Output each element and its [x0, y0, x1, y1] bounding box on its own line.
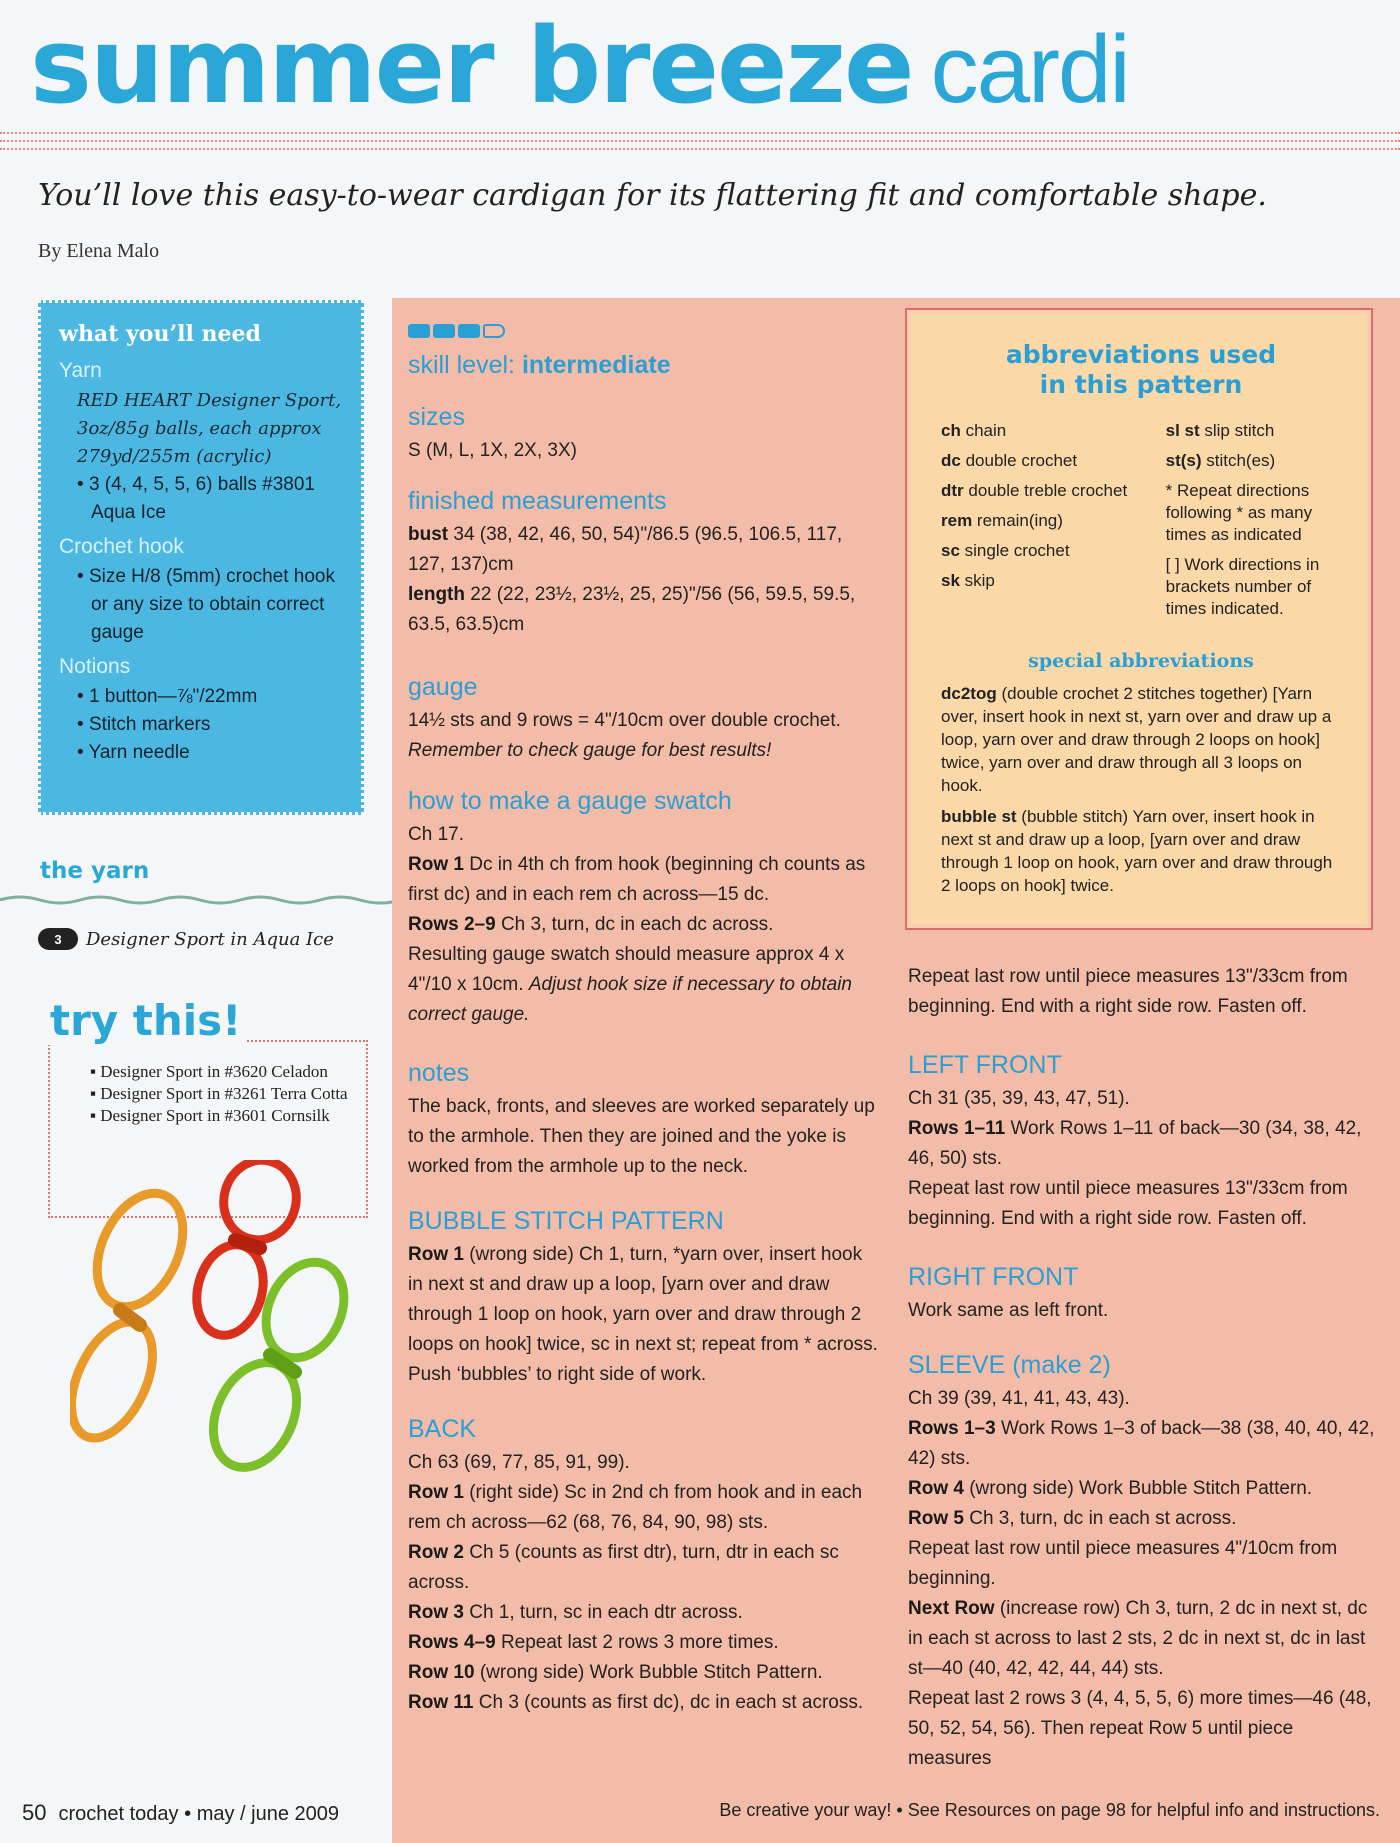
abbr-item: dtr double treble crochet	[941, 481, 1128, 500]
yarn-desc-2: 3oz/85g balls, each approx	[77, 418, 322, 439]
yarn-label: Yarn	[59, 359, 102, 382]
title-divider-3	[0, 148, 1400, 150]
bubble-heading: BUBBLE STITCH PATTERN	[408, 1207, 724, 1235]
back-row: Row 3 Ch 1, turn, sc in each dtr across.	[408, 1602, 743, 1623]
swatch-rows-2-9: Rows 2–9 Ch 3, turn, dc in each dc across.	[408, 914, 774, 935]
gauge-heading: gauge	[408, 673, 478, 701]
abbr-item: rem remain(ing)	[941, 511, 1063, 530]
bubble-st-definition: bubble st (bubble stitch) Yarn over, insert hook in next st and draw up a loop, [yarn over and draw through 1 loop on hook, yarn over and draw through 2 loops on hook] twice.	[941, 807, 1333, 895]
notion-item: • 1 button—⅞"/22mm	[77, 686, 258, 707]
yarn-desc-3: 279yd/255m (acrylic)	[77, 446, 272, 467]
bust-line: bust 34 (38, 42, 46, 50, 54)"/86.5 (96.5, 106.5, 117, 127, 137)cm	[408, 524, 843, 575]
special-abbreviations-heading: special abbreviations	[1028, 650, 1254, 672]
back-row: Row 2 Ch 5 (counts as first dtr), turn, dtr in each sc across.	[408, 1542, 839, 1593]
title-main: summer breeze	[30, 5, 913, 127]
sleeve-row-5: Row 5 Ch 3, turn, dc in each st across.	[908, 1508, 1237, 1529]
swatch-heading: how to make a gauge swatch	[408, 787, 732, 815]
back-row: Row 1 (right side) Sc in 2nd ch from hook and in each rem ch across—62 (68, 76, 84, 90, 98) sts.	[408, 1482, 863, 1533]
left-front-rows: Rows 1–11 Work Rows 1–11 of back—30 (34, 38, 42, 46, 50) sts.	[908, 1118, 1362, 1169]
notes-text: The back, fronts, and sleeves are worked separately up to the armhole. Then they are joined and the yoke is worked from the armhole up to the neck.	[408, 1096, 875, 1177]
materials-box	[38, 300, 364, 815]
gauge-note: Remember to check gauge for best results!	[408, 740, 772, 761]
back-heading: BACK	[408, 1415, 477, 1443]
sleeve-final: Repeat last 2 rows 3 (4, 4, 5, 5, 6) more times—46 (48, 50, 52, 54, 56). Then repeat Row 5 until piece measures	[908, 1688, 1372, 1769]
yarn-name: Designer Sport in Aqua Ice	[86, 928, 334, 950]
pattern-column-1	[408, 310, 878, 1718]
notes-heading: notes	[408, 1059, 470, 1087]
abbr-item: * Repeat directions following * as many times as indicated	[1165, 481, 1313, 544]
notion-item: • Stitch markers	[77, 714, 211, 735]
swatch-result: Resulting gauge swatch should measure approx 4 x 4"/10 x 10cm. Adjust hook size if necessary to obtain correct gauge.	[408, 944, 852, 1025]
the-yarn-heading: the yarn	[40, 858, 150, 884]
right-front-heading: RIGHT FRONT	[908, 1263, 1079, 1291]
footer-left: 50 crochet today • may / june 2009	[22, 1800, 340, 1825]
abbr-item: sc single crochet	[941, 541, 1070, 560]
yarn-qty: • 3 (4, 4, 5, 5, 6) balls #3801 Aqua Ice	[77, 474, 315, 523]
gauge-text: 14½ sts and 9 rows = 4"/10cm over double crochet.	[408, 710, 841, 731]
length-line: length 22 (22, 23½, 23½, 25, 25)"/56 (56, 59.5, 59.5, 63.5, 63.5)cm	[408, 584, 856, 635]
issue-date: may / june 2009	[196, 1803, 340, 1825]
abbreviations-box	[905, 308, 1373, 930]
sleeve-rows-1-3: Rows 1–3 Work Rows 1–3 of back—38 (38, 40, 40, 42, 42) sts.	[908, 1418, 1375, 1469]
sizes-text: S (M, L, 1X, 2X, 3X)	[408, 440, 577, 461]
yarn-weight-icon: 3	[38, 928, 78, 950]
list-item: ▪ Designer Sport in #3620 Celadon	[90, 1062, 328, 1081]
left-front-ch: Ch 31 (35, 39, 43, 47, 51).	[908, 1088, 1130, 1109]
abbr-item: sk skip	[941, 571, 995, 590]
orange-skein-icon	[70, 1180, 200, 1451]
title-divider-2	[0, 140, 1400, 142]
green-skein-icon	[197, 1249, 358, 1480]
sleeve-next-row: Next Row (increase row) Ch 3, turn, 2 dc in next st, dc in each st across to last 2 sts, 2 dc in next st, dc in last st—40 (40, 42, 42, 44, 44) sts.	[908, 1598, 1368, 1679]
page-number: 50	[22, 1800, 47, 1825]
yarn-desc-1: RED HEART Designer Sport,	[77, 390, 342, 411]
swatch-ch: Ch 17.	[408, 824, 464, 845]
sleeve-heading: SLEEVE (make 2)	[908, 1351, 1111, 1379]
red-skein-icon	[187, 1160, 305, 1343]
sleeve-repeat: Repeat last row until piece measures 4"/10cm from beginning.	[908, 1538, 1338, 1589]
back-row: Rows 4–9 Repeat last 2 rows 3 more times.	[408, 1632, 779, 1653]
back-row: Row 10 (wrong side) Work Bubble Stitch Pattern.	[408, 1662, 823, 1683]
bubble-row-1: Row 1 (wrong side) Ch 1, turn, *yarn over, insert hook in next st and draw up a loop, [yarn over and draw through 1 loop on hook, yarn over and draw through 2 loops on hook] twice, sc in next st; repeat from * across. Push ‘bubbles’ to right side of work.	[408, 1244, 878, 1385]
swatch-row-1: Row 1 Dc in 4th ch from hook (beginning ch counts as first dc) and in each rem ch across—15 dc.	[408, 854, 866, 905]
abbreviations-left	[941, 420, 1146, 628]
list-item: ▪ Designer Sport in #3261 Terra Cotta	[90, 1084, 348, 1103]
abbr-item: ch chain	[941, 421, 1007, 440]
hook-label: Crochet hook	[59, 535, 184, 558]
pattern-column-2	[908, 962, 1378, 1774]
footer-right: Be creative your way! • See Resources on page 98 for helpful info and instructions.	[719, 1800, 1380, 1820]
page-title	[30, 5, 1129, 127]
title-divider	[0, 132, 1400, 134]
byline: By Elena Malo	[38, 240, 160, 262]
hook-desc: • Size H/8 (5mm) crochet hook or any size to obtain correct gauge	[77, 566, 335, 643]
abbr-item: [ ] Work directions in brackets number of times indicated.	[1165, 555, 1320, 618]
sleeve-row-4: Row 4 (wrong side) Work Bubble Stitch Pattern.	[908, 1478, 1313, 1499]
abbr-item: st(s) stitch(es)	[1165, 451, 1276, 470]
list-item: ▪ Designer Sport in #3601 Cornsilk	[90, 1106, 330, 1125]
skill-level-icon	[408, 324, 878, 338]
dc2tog-definition: dc2tog (double crochet 2 stitches together) [Yarn over, insert hook in next st, yarn over and draw up a loop, yarn over and draw through 2 loops on hook] twice, yarn over and draw through all 3 loops on hook.	[941, 684, 1332, 795]
title-light: cardi	[930, 16, 1129, 123]
sizes-heading: sizes	[408, 403, 465, 431]
wavy-yarn-divider	[0, 890, 400, 910]
skill-level: skill level: intermediate	[408, 351, 671, 379]
right-front-text: Work same as left front.	[908, 1300, 1109, 1321]
subtitle: You’ll love this easy-to-wear cardigan for its flattering fit and comfortable shape.	[38, 178, 1267, 213]
back-row: Row 11 Ch 3 (counts as first dc), dc in each st across.	[408, 1692, 864, 1713]
notions-label: Notions	[59, 655, 131, 678]
back-repeat: Repeat last row until piece measures 13"/33cm from beginning. End with a right side row. Fasten off.	[908, 966, 1348, 1017]
yarn-weight-line	[38, 928, 334, 950]
left-front-repeat: Repeat last row until piece measures 13"/33cm from beginning. End with a right side row. Fasten off.	[908, 1178, 1348, 1229]
try-this-heading: try this!	[46, 996, 245, 1045]
left-front-heading: LEFT FRONT	[908, 1051, 1062, 1079]
abbr-item: dc double crochet	[941, 451, 1078, 470]
finished-heading: finished measurements	[408, 487, 667, 515]
magazine-name: crochet today	[58, 1803, 179, 1825]
abbreviations-heading: abbreviations used in this pattern	[1005, 340, 1277, 399]
notion-item: • Yarn needle	[77, 742, 190, 763]
abbr-item: sl st slip stitch	[1165, 421, 1275, 440]
sleeve-ch: Ch 39 (39, 41, 41, 43, 43).	[908, 1388, 1130, 1409]
materials-heading: what you’ll need	[59, 321, 261, 347]
yarn-skeins-image	[70, 1160, 370, 1480]
back-ch: Ch 63 (69, 77, 85, 91, 99).	[408, 1452, 630, 1473]
abbreviations-right	[1166, 420, 1341, 628]
